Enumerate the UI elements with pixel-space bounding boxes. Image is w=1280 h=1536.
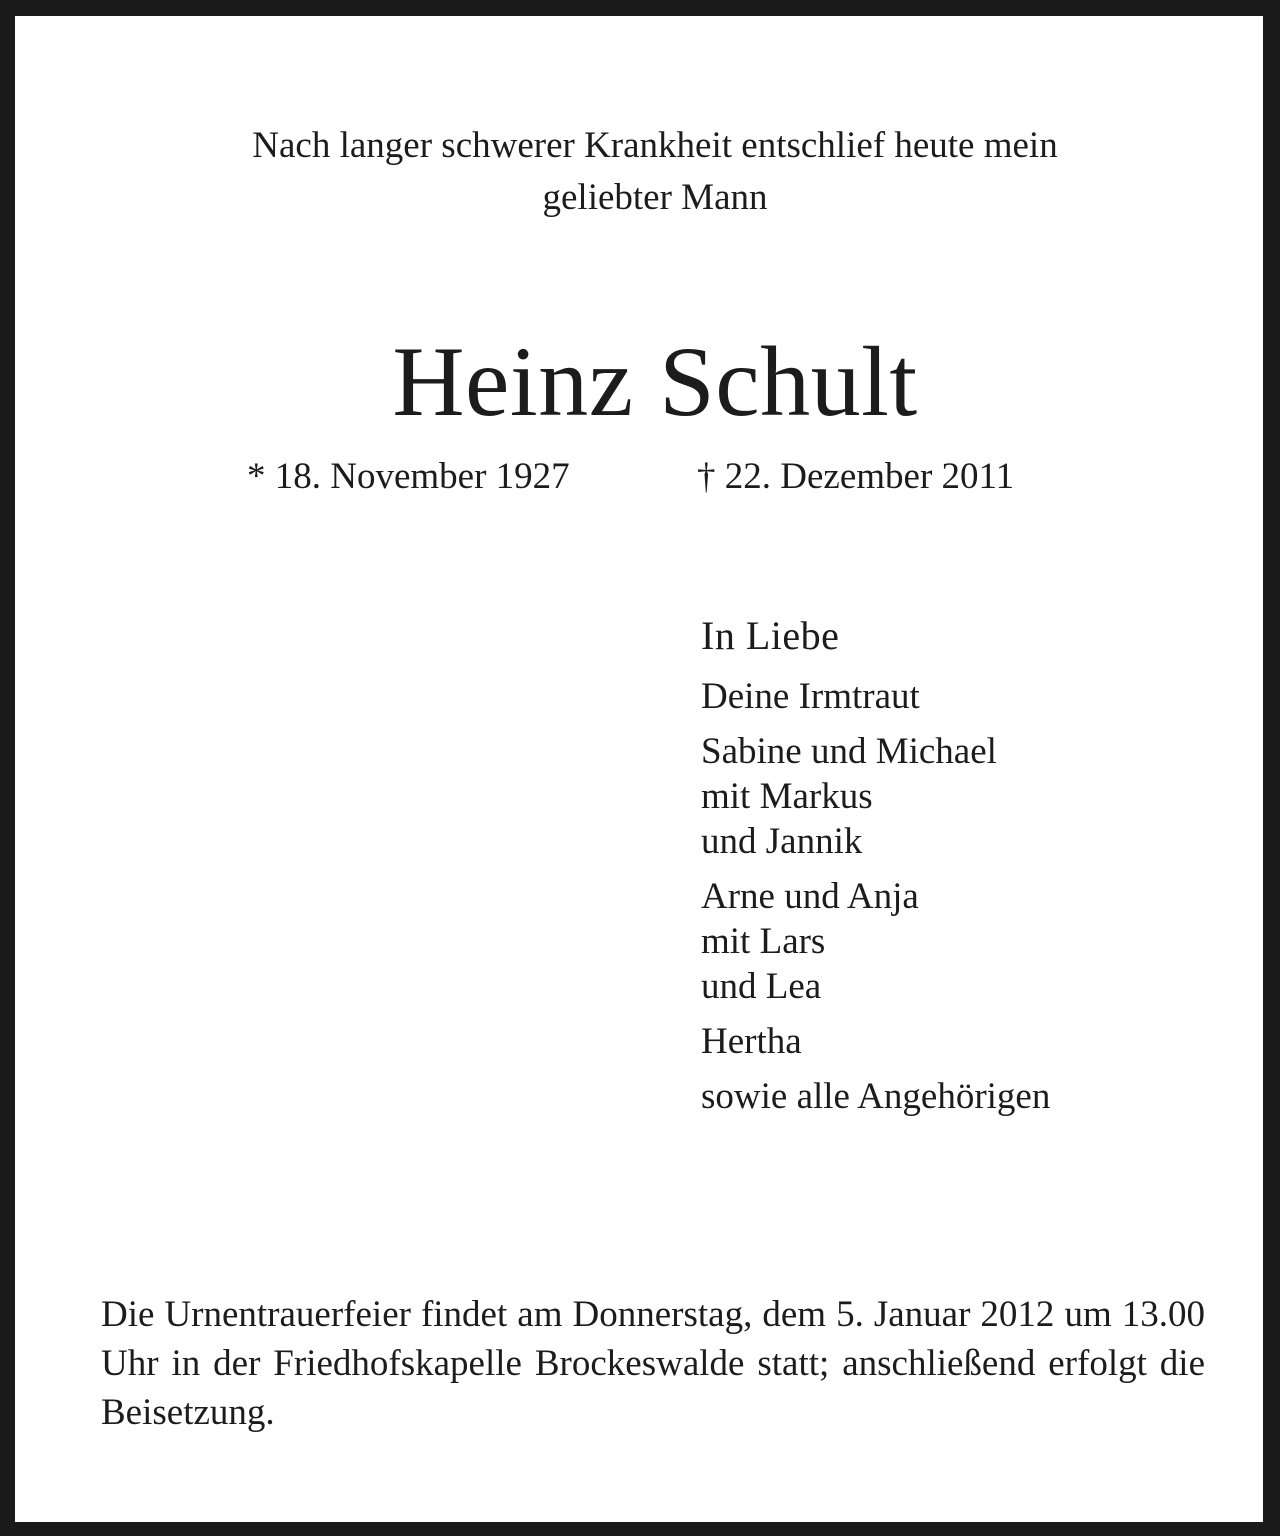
service-announcement: Die Urnentrauerfeier findet am Donnerstag, dem 5. Januar 2012 um 13.00 Uhr in der Friedhofskapelle Brockeswalde statt; anschließend erfolgt die Beisetzung. <box>101 1294 1205 1433</box>
mourners-block <box>701 612 1261 1129</box>
mourner-name: sowie alle Angehörigen <box>701 1076 1051 1117</box>
intro-text <box>15 120 1280 224</box>
mourner-name: Arne und Anja <box>701 876 919 917</box>
mourner-name: Sabine und Michael <box>701 731 997 772</box>
birth-date: * 18. November 1927 <box>247 456 570 497</box>
mourner-name: und Lea <box>701 966 822 1007</box>
mourner-group <box>701 729 1261 864</box>
mourner-name: mit Lars <box>701 921 826 962</box>
mourner-name: und Jannik <box>701 821 863 862</box>
mourner-group <box>701 874 1261 1009</box>
mourner-group <box>701 1019 1261 1064</box>
death-date: † 22. Dezember 2011 <box>697 456 1015 497</box>
intro-line: Nach langer schwerer Krankheit entschlief heute mein <box>252 125 1058 166</box>
mourner-name: mit Markus <box>701 776 873 817</box>
mourner-name: Hertha <box>701 1021 802 1062</box>
closing-phrase: In Liebe <box>701 613 840 658</box>
deceased-name: Heinz Schult <box>392 326 918 437</box>
mourner-name: Deine Irmtraut <box>701 676 920 717</box>
intro-line: geliebter Mann <box>542 177 768 218</box>
mourner-group <box>701 674 1261 719</box>
mourner-group <box>701 1074 1261 1119</box>
